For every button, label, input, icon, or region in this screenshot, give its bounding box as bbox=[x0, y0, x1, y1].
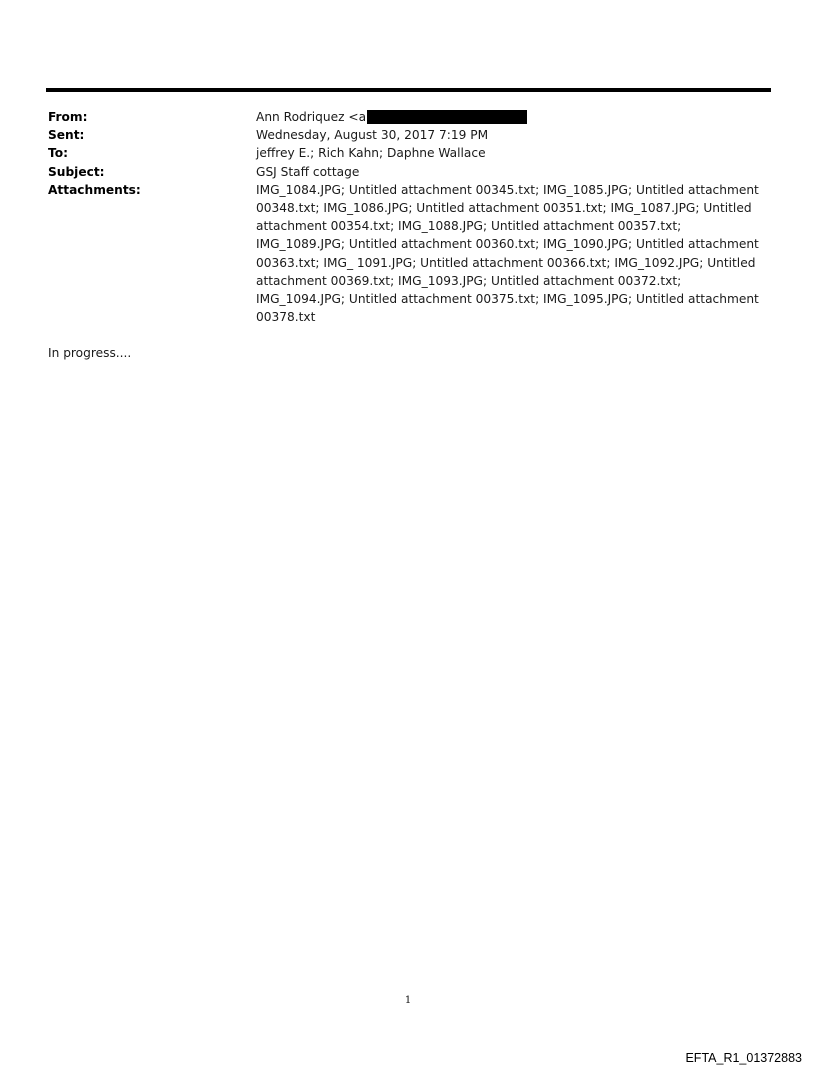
from-row bbox=[48, 108, 768, 126]
to-label: To: bbox=[48, 146, 68, 161]
to-value: jeffrey E.; Rich Kahn; Daphne Wallace bbox=[256, 146, 486, 161]
page-number: 1 bbox=[404, 995, 412, 1006]
from-label: From: bbox=[48, 110, 88, 124]
to-row bbox=[48, 144, 768, 162]
sender-name: Ann Rodriquez <a bbox=[256, 110, 367, 124]
from-value bbox=[256, 108, 768, 126]
attachments-row bbox=[48, 181, 768, 327]
attachments-label: Attachments: bbox=[48, 182, 141, 197]
sent-value: Wednesday, August 30, 2017 7:19 PM bbox=[256, 128, 489, 143]
attachments-list: IMG_1084.JPG; Untitled attachment 00345.txt; IMG_1085.JPG; Untitled attachment 00348.txt; IMG_1086.JPG; Untitled attachment 00351.txt; IMG_1087.JPG; Untitled attachment 00354.txt; IMG_1088.JPG; Untitled attachment 00357.txt; IMG_1089.JPG; Untitled attachment 00360.txt; IMG_1090.JPG; Untitled attachment 00363.txt; IMG_ 1091.JPG; Untitled attachment 00366.txt; IMG_1092.JPG; Untitled attachment 00369.txt; IMG_1093.JPG; Untitled attachment 00372.txt; IMG_1094.JPG; Untitled attachment 00375.txt; IMG_1095.JPG; Untitled attachment 00378.txt bbox=[256, 182, 759, 325]
subject-value: GSJ Staff cottage bbox=[256, 164, 360, 179]
sent-row bbox=[48, 126, 768, 144]
email-header bbox=[48, 108, 768, 326]
subject-row bbox=[48, 163, 768, 181]
email-body: In progress.... bbox=[48, 346, 132, 360]
document-id: EFTA_R1_01372883 bbox=[685, 1051, 802, 1065]
header-divider-rule bbox=[46, 88, 771, 92]
subject-label: Subject: bbox=[48, 164, 105, 179]
redaction-block bbox=[367, 110, 527, 124]
sent-label: Sent: bbox=[48, 128, 85, 143]
